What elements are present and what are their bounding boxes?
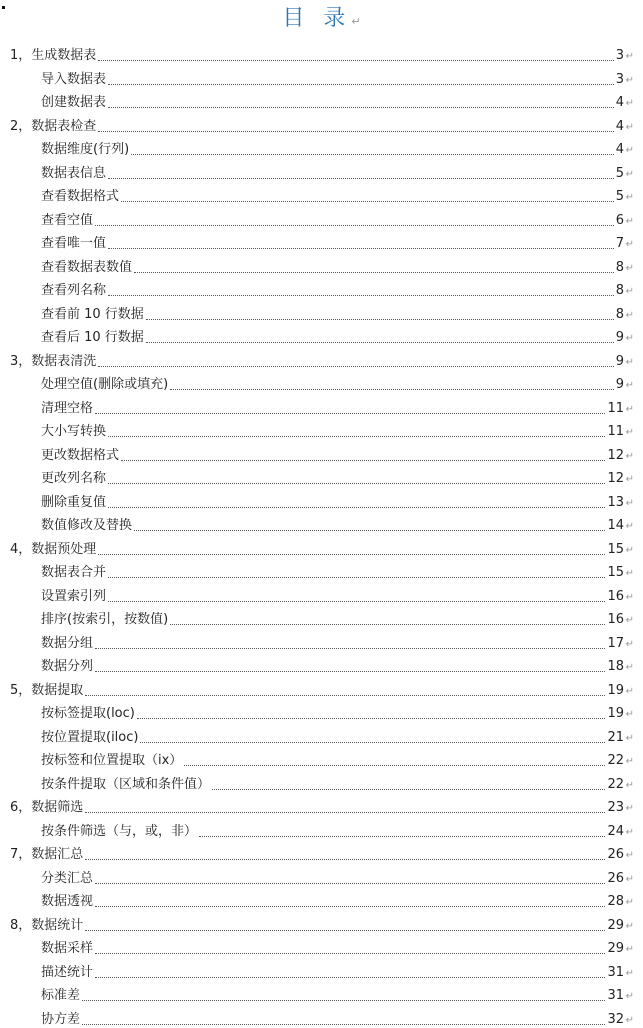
dot-leader	[95, 905, 605, 907]
toc-entry-label: 创建数据表	[41, 95, 107, 110]
toc-entry[interactable]	[41, 444, 634, 464]
paragraph-mark-icon: ↵	[625, 450, 634, 462]
toc-entry-page: 26	[607, 847, 624, 862]
dot-leader	[140, 741, 605, 743]
toc-entry-page: 11	[607, 424, 624, 439]
toc-entry[interactable]	[10, 796, 634, 816]
toc-entry[interactable]	[41, 91, 634, 111]
toc-entry-page: 6	[615, 212, 624, 228]
toc-entry-label: 删除重复值	[41, 494, 107, 510]
dot-leader	[108, 106, 614, 108]
dot-leader	[108, 247, 614, 249]
toc-entry[interactable]	[41, 632, 634, 652]
toc-entry-label: 导入数据表	[41, 71, 107, 87]
paragraph-mark-icon: ↵	[625, 779, 634, 791]
toc-entry-label: 数据表信息	[41, 165, 107, 181]
toc-entry-page: 18	[607, 659, 624, 674]
toc-entry-page: 17	[607, 635, 624, 651]
paragraph-mark-icon: ↵	[625, 1014, 634, 1026]
toc-entry-page: 8	[615, 283, 624, 298]
paragraph-mark-icon: ↵	[625, 98, 634, 109]
toc-entry[interactable]	[41, 984, 634, 1004]
toc-entry[interactable]	[41, 702, 634, 722]
paragraph-mark-icon: ↵	[625, 497, 634, 509]
dot-leader	[85, 694, 605, 696]
paragraph-mark-icon: ↵	[625, 403, 634, 415]
dot-leader	[98, 553, 605, 555]
dot-leader	[108, 83, 614, 85]
toc-entry-page: 15	[607, 541, 624, 557]
toc-entry-page: 31	[607, 988, 624, 1003]
toc-entry[interactable]	[41, 561, 634, 581]
paragraph-mark-icon: ↵	[625, 991, 634, 1002]
toc-entry-label: 按位置提取(iloc)	[41, 729, 139, 745]
toc-entry-label: 更改数据格式	[41, 447, 120, 463]
toc-entry[interactable]	[41, 185, 634, 205]
toc-entry-page: 16	[607, 588, 624, 604]
dot-leader	[121, 459, 605, 461]
toc-entry-page: 32	[607, 1011, 624, 1027]
toc-entry-label: 1，生成数据表	[10, 48, 97, 63]
toc-entry[interactable]	[41, 961, 634, 981]
toc-entry-label: 清理空格	[41, 400, 94, 416]
toc-entry-label: 标准差	[41, 988, 81, 1003]
paragraph-mark-icon: ↵	[625, 145, 634, 156]
toc-entry-page: 22	[607, 753, 624, 768]
dot-leader	[146, 341, 614, 343]
toc-entry-label: 设置索引列	[41, 588, 107, 604]
dot-leader	[95, 647, 605, 649]
toc-entry-label: 8，数据统计	[10, 917, 84, 933]
paragraph-mark-icon: ↵	[351, 15, 361, 28]
paragraph-mark-icon: ↵	[625, 215, 634, 227]
paragraph-mark-icon: ↵	[625, 615, 634, 626]
dot-leader	[131, 153, 614, 155]
dot-leader	[98, 59, 613, 61]
toc-entry[interactable]	[41, 420, 634, 440]
toc-entry[interactable]	[10, 679, 634, 699]
toc-entry[interactable]	[10, 538, 634, 558]
toc-entry-label: 2，数据表检查	[10, 118, 97, 134]
dot-leader	[108, 600, 605, 602]
dot-leader	[212, 788, 605, 790]
dot-leader	[184, 764, 605, 766]
toc-entry[interactable]	[41, 467, 634, 487]
toc-entry[interactable]	[41, 749, 634, 769]
paragraph-mark-icon: ↵	[625, 803, 634, 814]
toc-entry-page: 3	[615, 48, 624, 63]
toc-entry-label: 数值修改及替换	[41, 518, 133, 533]
dot-leader	[108, 482, 605, 484]
toc-entry-page: 8	[615, 306, 624, 322]
toc-entry-page: 9	[615, 353, 624, 369]
paragraph-mark-icon: ↵	[625, 685, 634, 697]
toc-entry-page: 5	[615, 189, 624, 204]
toc-entry[interactable]	[10, 914, 634, 934]
dot-leader	[170, 388, 614, 390]
toc-entry[interactable]	[41, 209, 634, 229]
dot-leader	[85, 858, 605, 860]
paragraph-mark-icon: ↵	[625, 967, 634, 979]
toc-entry-label: 7，数据汇总	[10, 847, 84, 862]
paragraph-mark-icon: ↵	[625, 309, 634, 321]
paragraph-mark-icon: ↵	[625, 168, 634, 180]
toc-entry-label: 3，数据表清洗	[10, 353, 97, 369]
toc-entry[interactable]	[41, 397, 634, 417]
toc-entry[interactable]	[41, 608, 634, 628]
paragraph-mark-icon: ↵	[625, 239, 634, 250]
paragraph-mark-icon: ↵	[625, 591, 634, 603]
paragraph-mark-icon: ↵	[625, 121, 634, 133]
paragraph-mark-icon: ↵	[625, 286, 634, 297]
paragraph-mark-icon: ↵	[625, 544, 634, 556]
paragraph-mark-icon: ↵	[625, 474, 634, 485]
paragraph-mark-icon: ↵	[625, 662, 634, 673]
paragraph-mark-icon: ↵	[625, 427, 634, 438]
dot-leader	[108, 294, 614, 296]
toc-entry-page: 12	[607, 447, 624, 463]
toc-entry[interactable]	[41, 373, 634, 393]
paragraph-mark-icon: ↵	[625, 944, 634, 955]
toc-entry-page: 9	[615, 330, 624, 345]
toc-entry-page: 3	[615, 71, 624, 87]
toc-entry-page: 4	[615, 118, 624, 134]
toc-entry[interactable]	[10, 843, 634, 863]
page-title-text: 目 录	[282, 6, 352, 31]
toc-entry-label: 按条件提取（区域和条件值）	[41, 776, 211, 792]
toc-entry-page: 29	[607, 917, 624, 933]
toc-entry[interactable]	[41, 1008, 634, 1028]
dot-leader	[199, 835, 605, 837]
paragraph-mark-icon: ↵	[625, 756, 634, 767]
toc-entry-label: 按标签和位置提取（ix）	[41, 753, 183, 768]
dot-leader	[95, 412, 605, 414]
paragraph-mark-icon: ↵	[625, 826, 634, 838]
paragraph-mark-icon: ↵	[625, 192, 634, 203]
toc-entry-label: 数据分列	[41, 659, 94, 674]
toc-entry-label: 数据分组	[41, 635, 94, 651]
paragraph-mark-icon: ↵	[625, 568, 634, 579]
toc-entry-label: 数据表合并	[41, 565, 107, 580]
dot-leader	[95, 952, 605, 954]
toc-entry-page: 4	[615, 142, 624, 157]
toc-entry-page: 19	[607, 682, 624, 698]
toc-entry-page: 9	[615, 377, 624, 392]
dot-leader	[98, 130, 613, 132]
dot-leader	[134, 529, 605, 531]
toc-entry-label: 6，数据筛选	[10, 800, 84, 815]
dot-leader	[85, 811, 605, 813]
toc-entry-page: 8	[615, 259, 624, 275]
toc-entry-label: 查看唯一值	[41, 236, 107, 251]
paragraph-mark-icon: ↵	[625, 333, 634, 344]
dot-leader	[146, 318, 614, 320]
paragraph-mark-icon: ↵	[625, 873, 634, 885]
toc-entry[interactable]	[41, 232, 634, 252]
toc-entry-label: 查看空值	[41, 212, 94, 228]
toc-entry-label: 数据采样	[41, 941, 94, 956]
paragraph-mark-icon: ↵	[625, 897, 634, 908]
dot-leader	[108, 435, 605, 437]
toc-entry[interactable]	[10, 115, 634, 135]
toc-entry[interactable]	[41, 326, 634, 346]
toc-entry-label: 描述统计	[41, 964, 94, 980]
paragraph-mark-icon: ↵	[625, 850, 634, 861]
toc-entry[interactable]	[41, 514, 634, 534]
paragraph-mark-icon: ↵	[625, 262, 634, 274]
dot-leader	[98, 365, 613, 367]
toc-entry-page: 4	[615, 95, 624, 110]
toc-entry-label: 数据透视	[41, 894, 94, 909]
toc-entry-label: 查看后 10 行数据	[41, 330, 144, 345]
dot-leader	[108, 576, 605, 578]
toc-entry-label: 排序(按索引，按数值)	[41, 612, 169, 627]
toc-entry[interactable]	[41, 256, 634, 276]
toc-entry-label: 大小写转换	[41, 424, 107, 439]
toc-entry-label: 查看数据表数值	[41, 259, 133, 275]
dot-leader	[134, 271, 614, 273]
paragraph-mark-icon: ↵	[625, 920, 634, 932]
toc-entry[interactable]	[10, 44, 634, 64]
toc-entry-page: 5	[615, 165, 624, 181]
toc-entry[interactable]	[41, 585, 634, 605]
dot-leader	[95, 976, 605, 978]
toc-entry[interactable]	[41, 491, 634, 511]
toc-entry-page: 19	[607, 706, 624, 721]
paragraph-mark-icon: ↵	[625, 709, 634, 720]
toc-entry[interactable]	[41, 162, 634, 182]
paragraph-mark-icon: ↵	[625, 356, 634, 368]
toc-entry-label: 查看列名称	[41, 283, 107, 298]
toc-entry-label: 查看前 10 行数据	[41, 306, 144, 322]
toc-entry-page: 12	[607, 471, 624, 486]
toc-entry[interactable]	[41, 820, 634, 840]
toc-entry-label: 按条件筛选（与，或，非）	[41, 823, 198, 839]
page-title	[0, 4, 643, 37]
toc-entry[interactable]	[41, 890, 634, 910]
toc-entry-page: 22	[607, 776, 624, 792]
toc-entry-page: 13	[607, 494, 624, 510]
toc-entry[interactable]	[41, 138, 634, 158]
dot-leader	[85, 929, 605, 931]
toc-entry-page: 15	[607, 565, 624, 580]
toc-entry-page: 26	[607, 870, 624, 886]
dot-leader	[82, 999, 605, 1001]
paragraph-mark-icon: ↵	[625, 74, 634, 86]
toc-entry-label: 4，数据预处理	[10, 541, 97, 557]
toc-entry[interactable]	[41, 726, 634, 746]
toc-entry-label: 数据维度(行列)	[41, 142, 130, 157]
toc-entry-page: 23	[607, 800, 624, 815]
toc-entry-label: 分类汇总	[41, 870, 94, 886]
toc-entry[interactable]	[41, 655, 634, 675]
toc-entry-page: 14	[607, 518, 624, 533]
toc-entry[interactable]	[41, 279, 634, 299]
toc-entry-label: 查看数据格式	[41, 189, 120, 204]
toc-entry-page: 11	[607, 400, 624, 416]
toc-entry-page: 31	[607, 964, 624, 980]
paragraph-mark-icon: ↵	[625, 638, 634, 650]
toc-entry-page: 21	[607, 729, 624, 745]
toc-entry[interactable]	[10, 350, 634, 370]
dot-leader	[108, 177, 614, 179]
paragraph-mark-icon: ↵	[625, 521, 634, 532]
toc-entry-page: 7	[615, 236, 624, 251]
toc-entry[interactable]	[41, 303, 634, 323]
dot-leader	[95, 882, 605, 884]
dot-leader	[121, 200, 614, 202]
dot-leader	[95, 670, 605, 672]
toc-entry-page: 28	[607, 894, 624, 909]
toc-entry-label: 协方差	[41, 1011, 81, 1027]
toc-entry-label: 按标签提取(loc)	[41, 706, 135, 721]
toc-entry[interactable]	[41, 773, 634, 793]
paragraph-mark-icon: ↵	[625, 732, 634, 744]
toc-entry-page: 16	[607, 612, 624, 627]
toc-entry-page: 24	[607, 823, 624, 839]
toc-entry-page: 29	[607, 941, 624, 956]
toc-entry-label: 更改列名称	[41, 471, 107, 486]
dot-leader	[170, 623, 605, 625]
toc-entry[interactable]	[41, 867, 634, 887]
toc-entry[interactable]	[41, 68, 634, 88]
dot-leader	[137, 717, 606, 719]
paragraph-mark-icon: ↵	[625, 380, 634, 391]
toc-entry[interactable]	[41, 937, 634, 957]
paragraph-mark-icon: ↵	[625, 51, 634, 62]
dot-leader	[108, 506, 605, 508]
dot-leader	[95, 224, 614, 226]
toc-entry-label: 处理空值(删除或填充)	[41, 377, 169, 392]
toc-entry-label: 5，数据提取	[10, 682, 84, 698]
